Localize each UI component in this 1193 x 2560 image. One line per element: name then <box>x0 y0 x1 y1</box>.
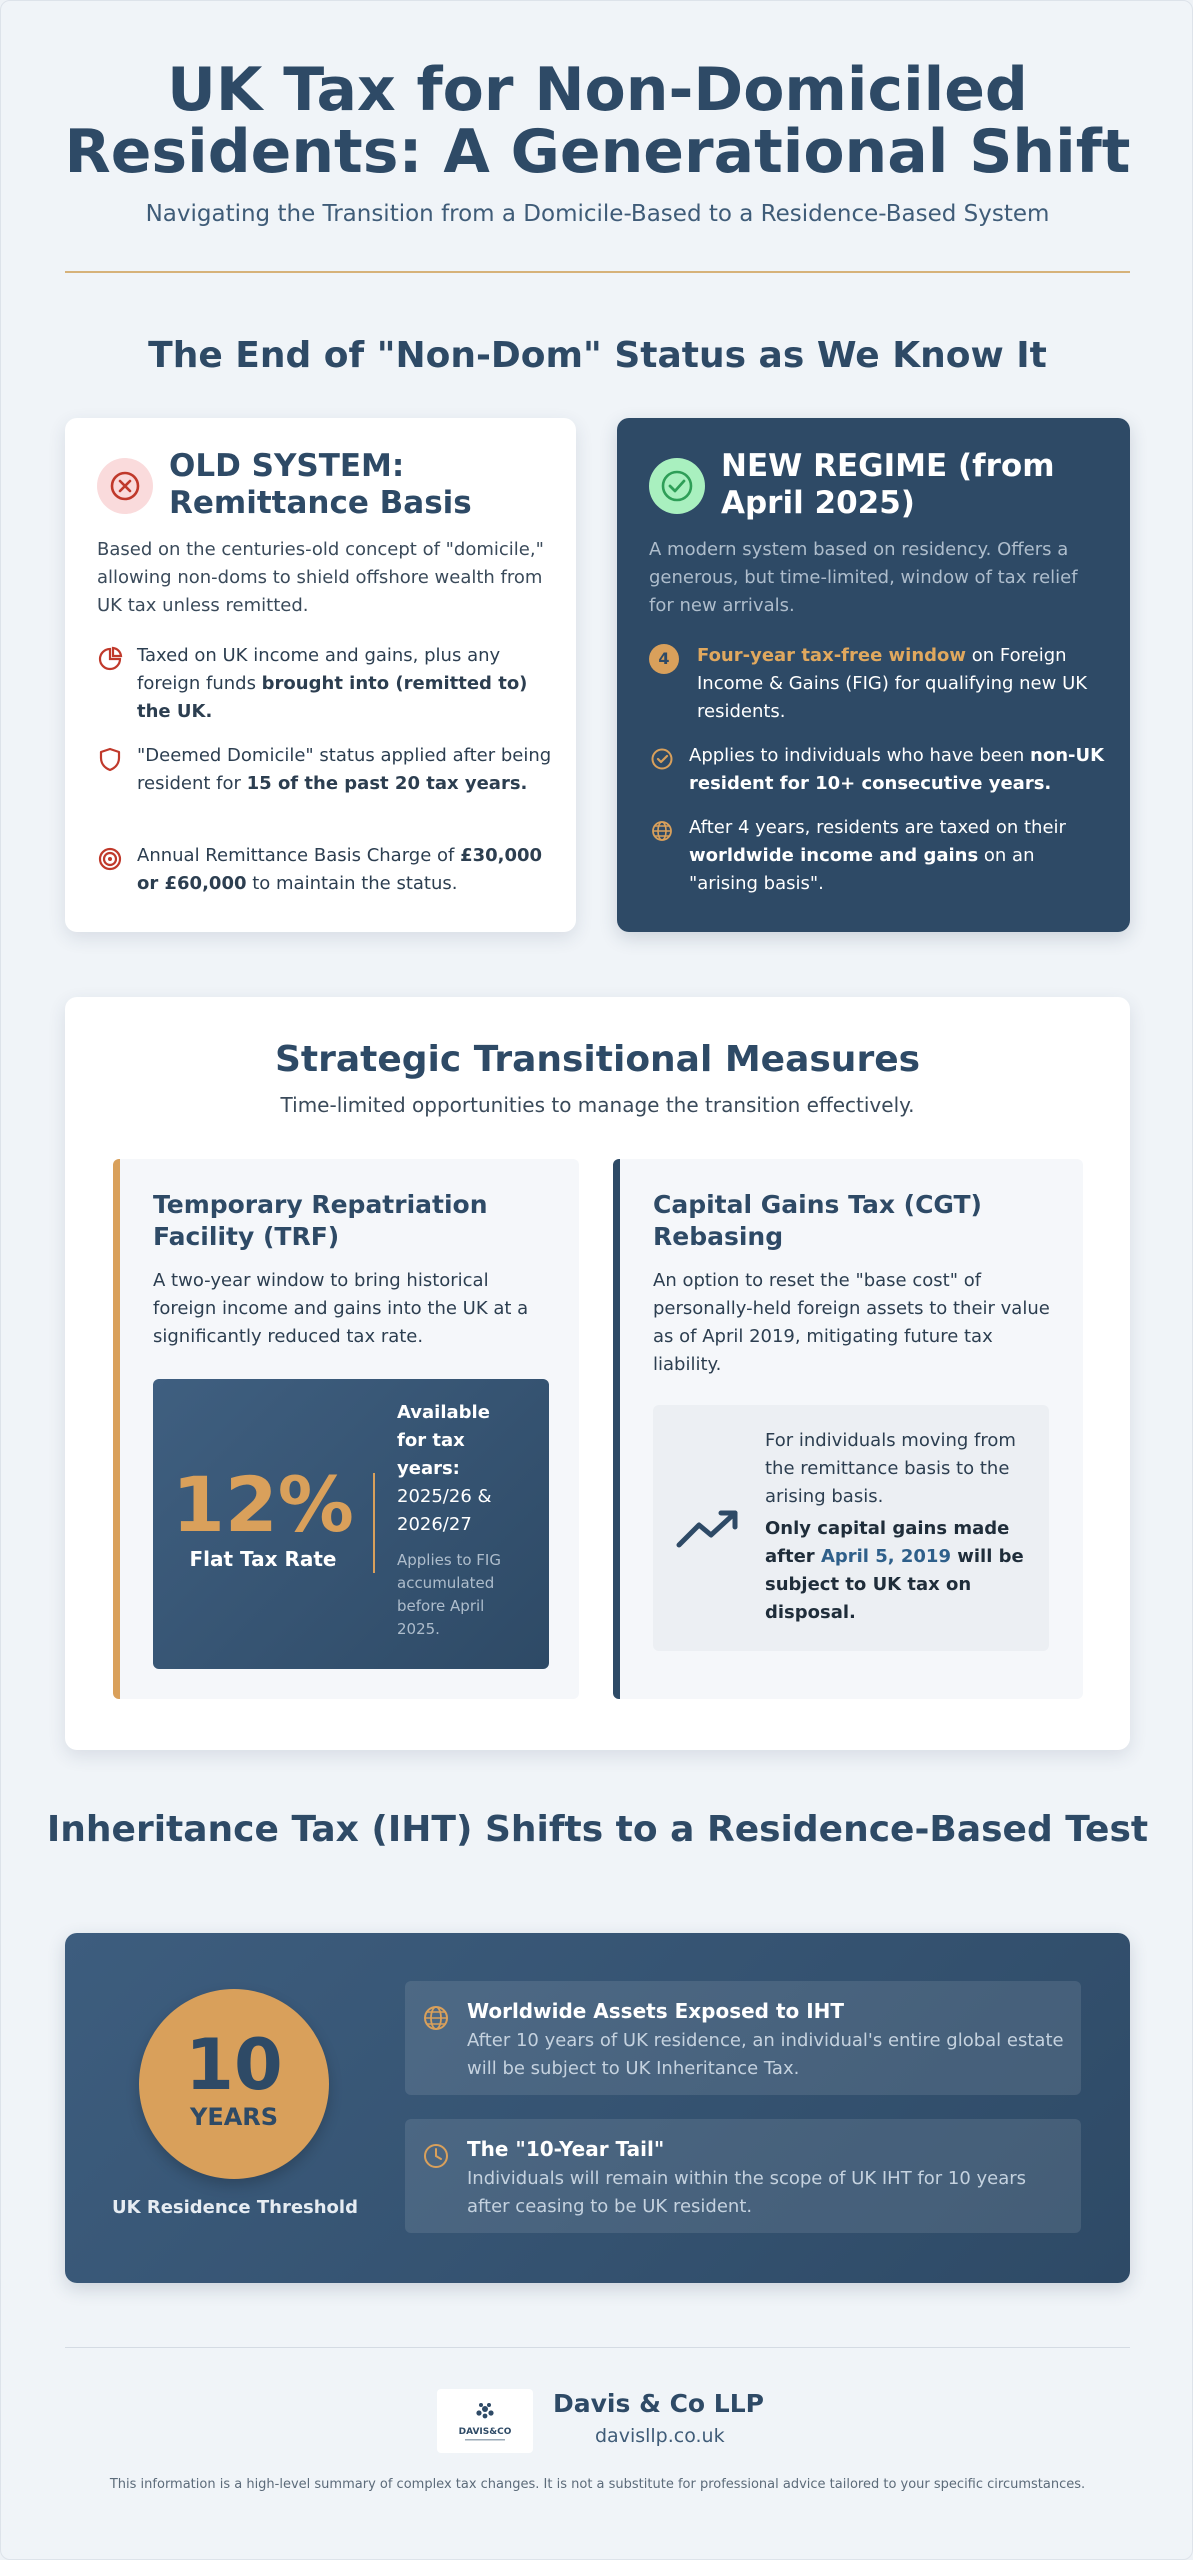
trf-note: Applies to FIG accumulated before April 2025. <box>397 1551 501 1638</box>
years-unit: YEARS <box>189 2103 279 2131</box>
clock-icon <box>421 2141 451 2171</box>
iht-item-title: Worldwide Assets Exposed to IHT <box>467 1999 845 2023</box>
trf-available-years: 2025/26 & 2026/27 <box>397 1486 492 1535</box>
cgt-box-rule: Only capital gains made after April 5, 2019 will be subject to UK tax on disposal. <box>765 1518 1024 1623</box>
cgt-title: Capital Gains Tax (CGT) Rebasing <box>653 1190 982 1251</box>
iht-item-tail <box>405 2119 1081 2233</box>
pie-chart-icon <box>97 646 123 672</box>
section-heading-non-dom: The End of "Non-Dom" Status as We Know It <box>148 335 1047 376</box>
new-regime-title: NEW REGIME (from April 2025) <box>721 448 1055 521</box>
firm-name: Davis & Co LLP <box>553 2389 764 2418</box>
globe-icon <box>649 818 675 844</box>
trf-available-label: Available for tax years: <box>397 1402 490 1479</box>
page-title: UK Tax for Non-Domiciled Residents: A Generational Shift <box>64 55 1131 187</box>
footer-divider <box>65 2347 1130 2348</box>
firm-website-link[interactable]: davisllp.co.uk <box>595 2425 725 2447</box>
trf-description: A two-year window to bring historical foreign income and gains into the UK at a significantly reduced tax rate. <box>153 1270 529 1347</box>
years-number: 10 <box>185 2024 283 2106</box>
trf-rate-label: Flat Tax Rate <box>189 1547 337 1571</box>
iht-item-title: The "10-Year Tail" <box>467 2137 665 2161</box>
trf-title: Temporary Repatriation Facility (TRF) <box>153 1190 488 1251</box>
check-circle-icon <box>649 458 705 514</box>
target-icon <box>97 846 123 872</box>
cgt-description: An option to reset the "base cost" of personally-held foreign assets to their value as of April 2019, mitigating future tax liability. <box>653 1270 1050 1375</box>
iht-item-text: Individuals will remain within the scope of UK IHT for 10 years after ceasing to be UK resident. <box>467 2168 1027 2217</box>
cgt-rebase-date: April 5, 2019 <box>820 1546 951 1567</box>
old-system-card: OLD SYSTEM: Remittance Basis Based on the centuries-old concept of "domicile," allowing non-doms to shield offshore wealth from UK tax unless remitted. Taxed on UK income and gains, plus any foreign funds brought into (remitted to) the UK. "Deemed Domicile" status applied after being resident for 15 of the past 20 tax years. Annual Remittance Basis Charge of £30,000 or £60,000 to maintain the status. <box>65 418 576 932</box>
old-system-title: OLD SYSTEM: Remittance Basis <box>169 448 472 521</box>
new-regime-card: NEW REGIME (from April 2025) A modern system based on residency. Offers a generous, but time-limited, window of tax relief for new arrivals. 4 Four-year tax-free window on Foreign Income & Gains (FIG) for qualifying new UK residents. Applies to individuals who have been non-UK resident for 10+ consecutive years. After 4 years, residents are taxed on their worldwide income and gains on an "arising basis". <box>617 418 1130 932</box>
cgt-info-box <box>653 1405 1049 1651</box>
number-badge-icon: 4 <box>649 644 679 674</box>
trf-divider <box>373 1473 375 1573</box>
x-circle-icon <box>97 458 153 514</box>
old-system-intro: Based on the centuries-old concept of "domicile," allowing non-doms to shield offshore wealth from UK tax unless remitted. <box>97 539 544 616</box>
cgt-box-text: For individuals moving from the remittance basis to the arising basis. <box>765 1430 1016 1507</box>
transitional-subheading: Time-limited opportunities to manage the transition effectively. <box>280 1093 915 1117</box>
cgt-card <box>613 1159 1083 1699</box>
iht-panel <box>65 1933 1130 2283</box>
iht-item-worldwide <box>405 1981 1081 2095</box>
transitional-measures-panel <box>65 997 1130 1750</box>
svg-text:DAVIS&CO: DAVIS&CO <box>458 2427 512 2437</box>
section-heading-iht: Inheritance Tax (IHT) Shifts to a Residence-Based Test <box>46 1809 1149 1850</box>
globe-icon <box>421 2003 451 2033</box>
firm-logo <box>437 2389 533 2453</box>
trf-card <box>113 1159 579 1699</box>
shield-icon <box>97 746 123 772</box>
section-heading-transitional: Strategic Transitional Measures <box>274 1039 921 1080</box>
trf-rate: 12% <box>172 1460 354 1549</box>
page-subtitle: Navigating the Transition from a Domicile-Based to a Residence-Based System <box>145 201 1050 227</box>
years-circle <box>139 1989 329 2179</box>
new-regime-intro: A modern system based on residency. Offers a generous, but time-limited, window of tax relief for new arrivals. <box>649 539 1078 616</box>
years-caption: UK Residence Threshold <box>112 2197 358 2218</box>
trending-up-icon <box>675 1505 743 1553</box>
check-badge-icon <box>649 746 675 772</box>
trf-rate-box <box>153 1379 549 1669</box>
header-divider <box>65 271 1130 273</box>
iht-item-text: After 10 years of UK residence, an individual's entire global estate will be subject to UK Inheritance Tax. <box>467 2030 1064 2079</box>
disclaimer: This information is a high-level summary of complex tax changes. It is not a substitute for professional advice tailored to your specific circumstances. <box>109 2477 1086 2492</box>
